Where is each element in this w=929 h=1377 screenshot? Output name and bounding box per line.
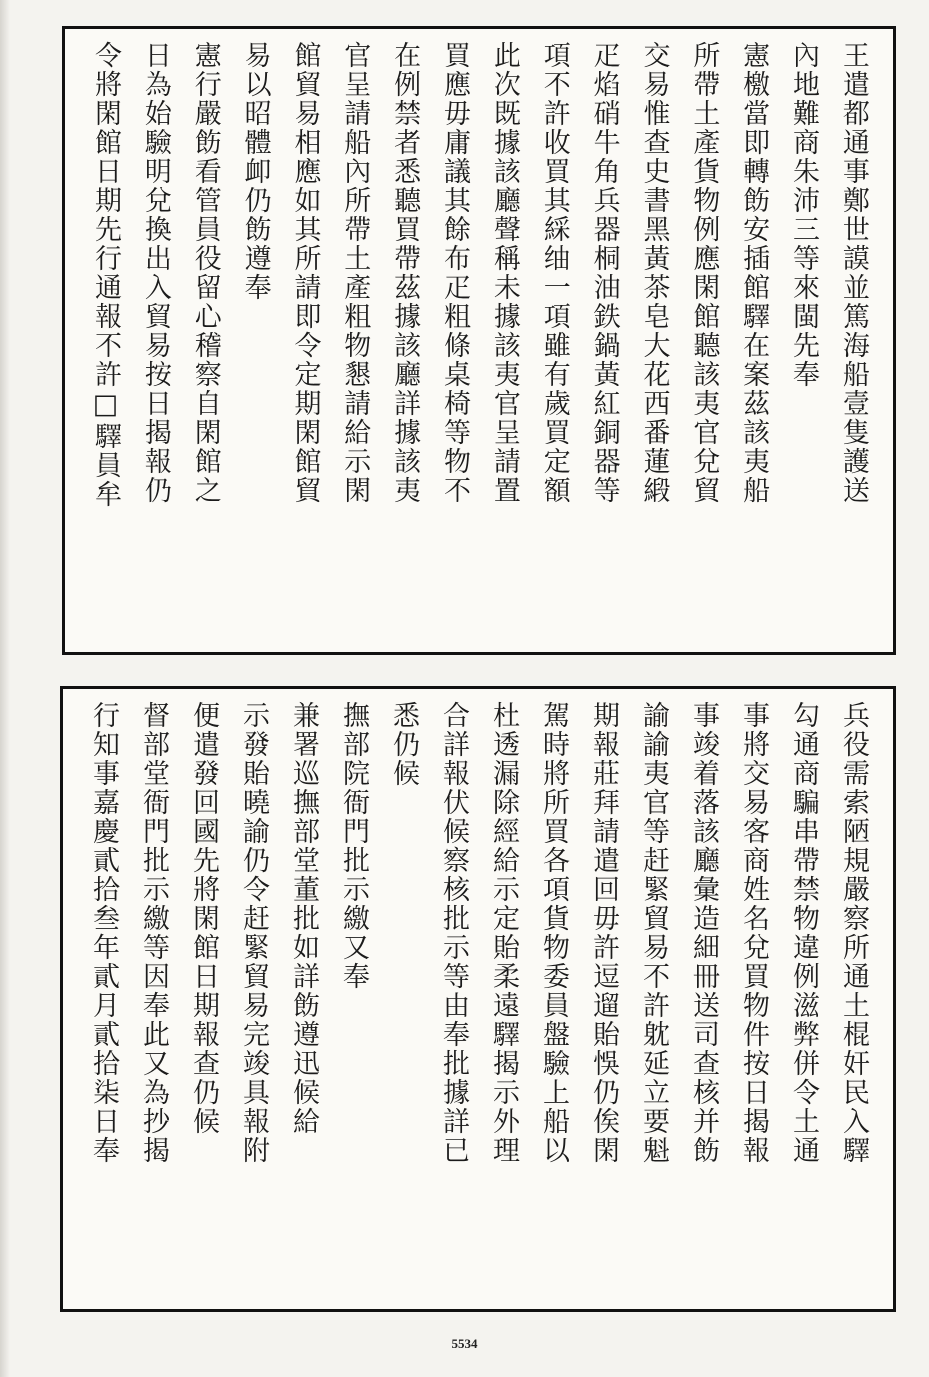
text-column: 疋焰硝牛角兵器桐油鉄鍋黃紅銅器等 xyxy=(588,41,620,505)
text-column: 勾通商騙串帶禁物違例滋弊併令土通 xyxy=(788,701,819,1165)
text-column: 在例禁者悉聽買帶茲據該廳詳據該夷 xyxy=(389,41,421,505)
text-column: 兼署巡撫部堂董批如詳飭遵迅候給 xyxy=(288,701,319,1136)
top-text-panel xyxy=(62,26,896,655)
text-column: 交易惟查史書黑黃茶皂大花西番蓮緞 xyxy=(638,41,670,505)
text-column: 館貿易相應如其所請即令定期閑館貿 xyxy=(289,41,321,505)
text-column: 令將閑館日期先行通報不許□驛員牟 xyxy=(90,41,121,509)
text-column: 行知事嘉慶貳拾叁年貳月貳拾柒日奉 xyxy=(88,701,119,1165)
text-column: 諭諭夷官等赶緊貿易不許躭延立要魁 xyxy=(638,701,669,1165)
text-column: 撫部院衙門批示繳又奉 xyxy=(338,701,369,991)
page-edge-shadow xyxy=(0,0,10,1377)
text-column: 示發貽曉諭仍令赶緊貿易完竣具報附 xyxy=(238,701,269,1165)
text-column: 王遣都通事鄭世謨並篤海船壹隻護送 xyxy=(837,41,869,505)
page-number: 5534 xyxy=(451,1336,478,1351)
text-column: 期報莊拜請遣回毋許逗遛貽悞仍俟閑 xyxy=(588,701,619,1165)
text-column: 兵役需索陋規嚴察所通土棍奸民入驛 xyxy=(838,701,869,1165)
text-column: 憲行嚴飭看管員役留心稽察自閑館之 xyxy=(189,41,221,505)
text-column: 便遣發回國先將閑館日期報查仍候 xyxy=(188,701,219,1136)
text-column: 悉仍候 xyxy=(388,701,419,788)
text-column: 憲檄當即轉飭安插館驛在案茲該夷船 xyxy=(738,41,770,505)
text-column: 事將交易客商姓名兌買物件按日揭報 xyxy=(738,701,769,1165)
text-column: 日為始驗明兌換出入貿易按日揭報仍 xyxy=(139,41,171,505)
text-column: 事竣着落該廳彙造細冊送司查核并飭 xyxy=(688,701,719,1165)
text-column: 所帶土產貨物例應閑館聽該夷官兌貿 xyxy=(688,41,720,505)
text-column: 駕時將所買各項貨物委員盤驗上船以 xyxy=(538,701,569,1165)
text-column: 督部堂衙門批示繳等因奉此又為抄揭 xyxy=(138,701,169,1165)
bottom-columns xyxy=(83,701,873,1295)
text-column: 此次既據該廳聲稱未據該夷官呈請置 xyxy=(488,41,520,505)
top-columns xyxy=(85,41,873,638)
text-column: 易以昭體卹仍飭遵奉 xyxy=(239,41,271,302)
text-column: 杜透漏除經給示定貽柔遠驛揭示外理 xyxy=(488,701,519,1165)
text-column: 項不許收買其綵䌷一項雖有歲買定額 xyxy=(538,41,570,505)
text-column: 內地難商朱沛三等來閩先奉 xyxy=(788,41,820,389)
text-column: 官呈請船內所帶土產粗物懇請給示閑 xyxy=(339,41,371,505)
text-column: 合詳報伏候察核批示等由奉批據詳已 xyxy=(438,701,469,1165)
text-column: 買應毋庸議其餘布疋粗條桌椅等物不 xyxy=(439,41,471,505)
bottom-text-panel xyxy=(60,686,896,1312)
